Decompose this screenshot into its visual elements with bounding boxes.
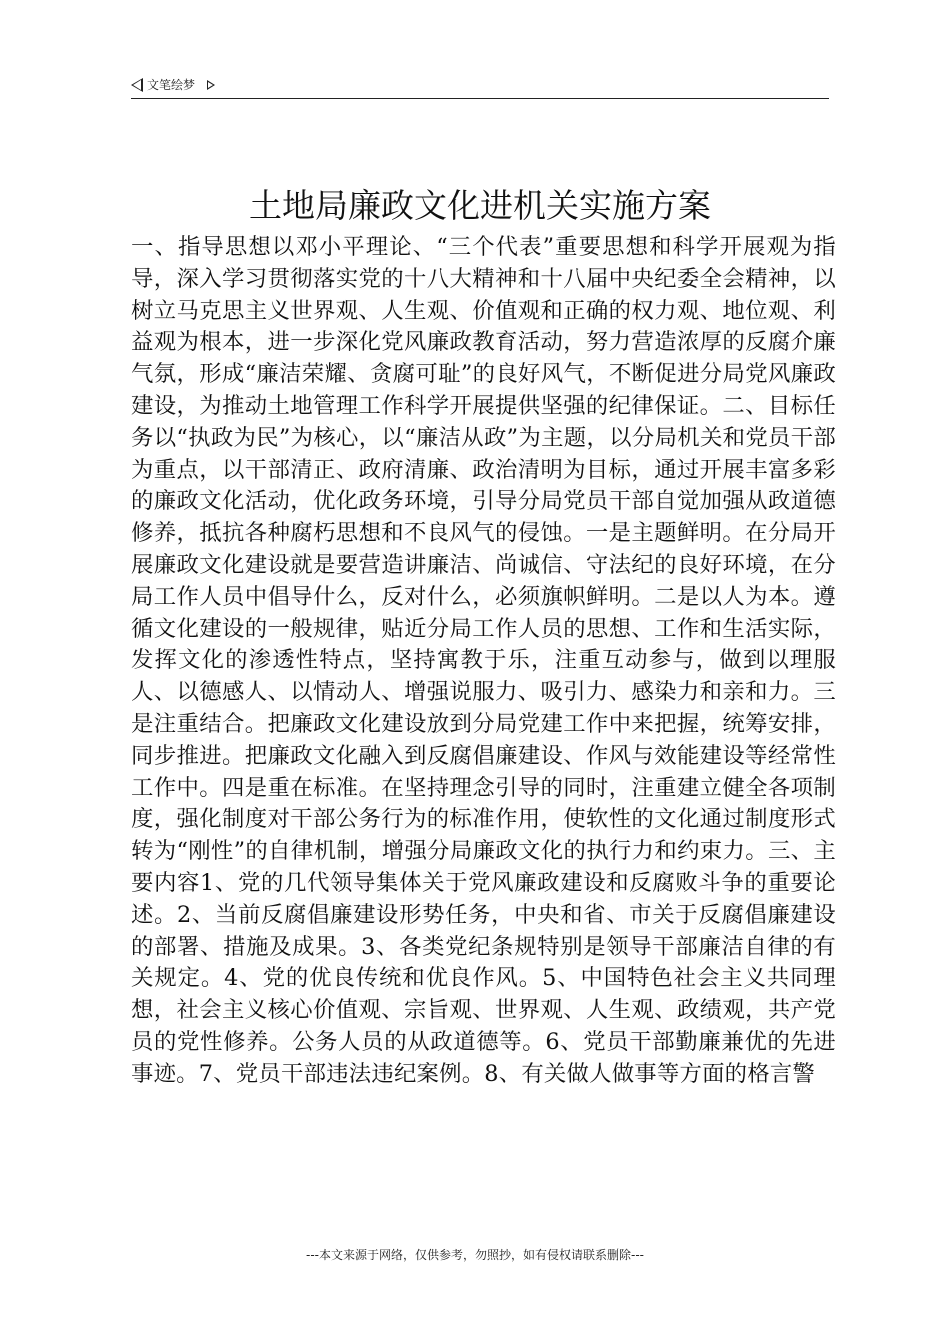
brand-label: 文笔绘梦 bbox=[147, 78, 196, 92]
brand bbox=[131, 76, 215, 93]
page-header bbox=[131, 74, 829, 99]
document-title: 土地局廉政文化进机关实施方案 bbox=[249, 186, 711, 225]
triangle-right-icon bbox=[207, 80, 215, 90]
footer-note: ---本文来源于网络，仅供参考，勿照抄，如有侵权请联系删除--- bbox=[306, 1248, 644, 1262]
document-body: 一、指导思想以邓小平理论、“三个代表”重要思想和科学开展观为指导，深入学习贯彻落实党的十八大精神和十八届中央纪委全会精神，以树立马克思主义世界观、人生观、价值观和正确的权力观、地位观、利益观为根本，进一步深化党风廉政教育活动，努力营造浓厚的反腐介廉气氛，形成“廉洁荣耀、贪腐可耻”的良好风气，不断促进分局党风廉政建设，为推动土地管理工作科学开展提供坚强的纪律保证。二、目标任务以“执政为民”为核心，以“廉洁从政”为主题，以分局机关和党员干部为重点，以干部清正、政府清廉、政治清明为目标，通过开展丰富多彩的廉政文化活动，优化政务环境，引导分局党员干部自觉加强从政道德修养，抵抗各种腐朽思想和不良风气的侵蚀。一是主题鲜明。在分局开展廉政文化建设就是要营造讲廉洁、尚诚信、守法纪的良好环境，在分局工作人员中倡导什么，反对什么，必须旗帜鲜明。二是以人为本。遵循文化建设的一般规律，贴近分局工作人员的思想、工作和生活实际，发挥文化的渗透性特点，坚持寓教于乐，注重互动参与，做到以理服人、以德感人、以情动人、增强说服力、吸引力、感染力和亲和力。三是注重结合。把廉政文化建设放到分局党建工作中来把握，统筹安排，同步推进。把廉政文化融入到反腐倡廉建设、作风与效能建设等经常性工作中。四是重在标准。在坚持理念引导的同时，注重建立健全各项制度，强化制度对干部公务行为的标准作用，使软性的文化通过制度形式转为“刚性”的自律机制，增强分局廉政文化的执行力和约束力。三、主要内容1、党的几代领导集体关于党风廉政建设和反腐败斗争的重要论述。2、当前反腐倡廉建设形势任务，中央和省、市关于反腐倡廉建设的部署、措施及成果。3、各类党纪条规特别是领导干部廉洁自律的有关规定。4、党的优良传统和优良作风。5、中国特色社会主义共同理想，社会主义核心价值观、宗旨观、世界观、人生观、政绩观，共产党员的党性修养。公务人员的从政道德等。6、党员干部勤廉兼优的先进事迹。7、党员干部违法违纪案例。8、有关做人做事等方面的格言警 bbox=[131, 234, 836, 1087]
triangle-left-icon bbox=[131, 78, 143, 92]
